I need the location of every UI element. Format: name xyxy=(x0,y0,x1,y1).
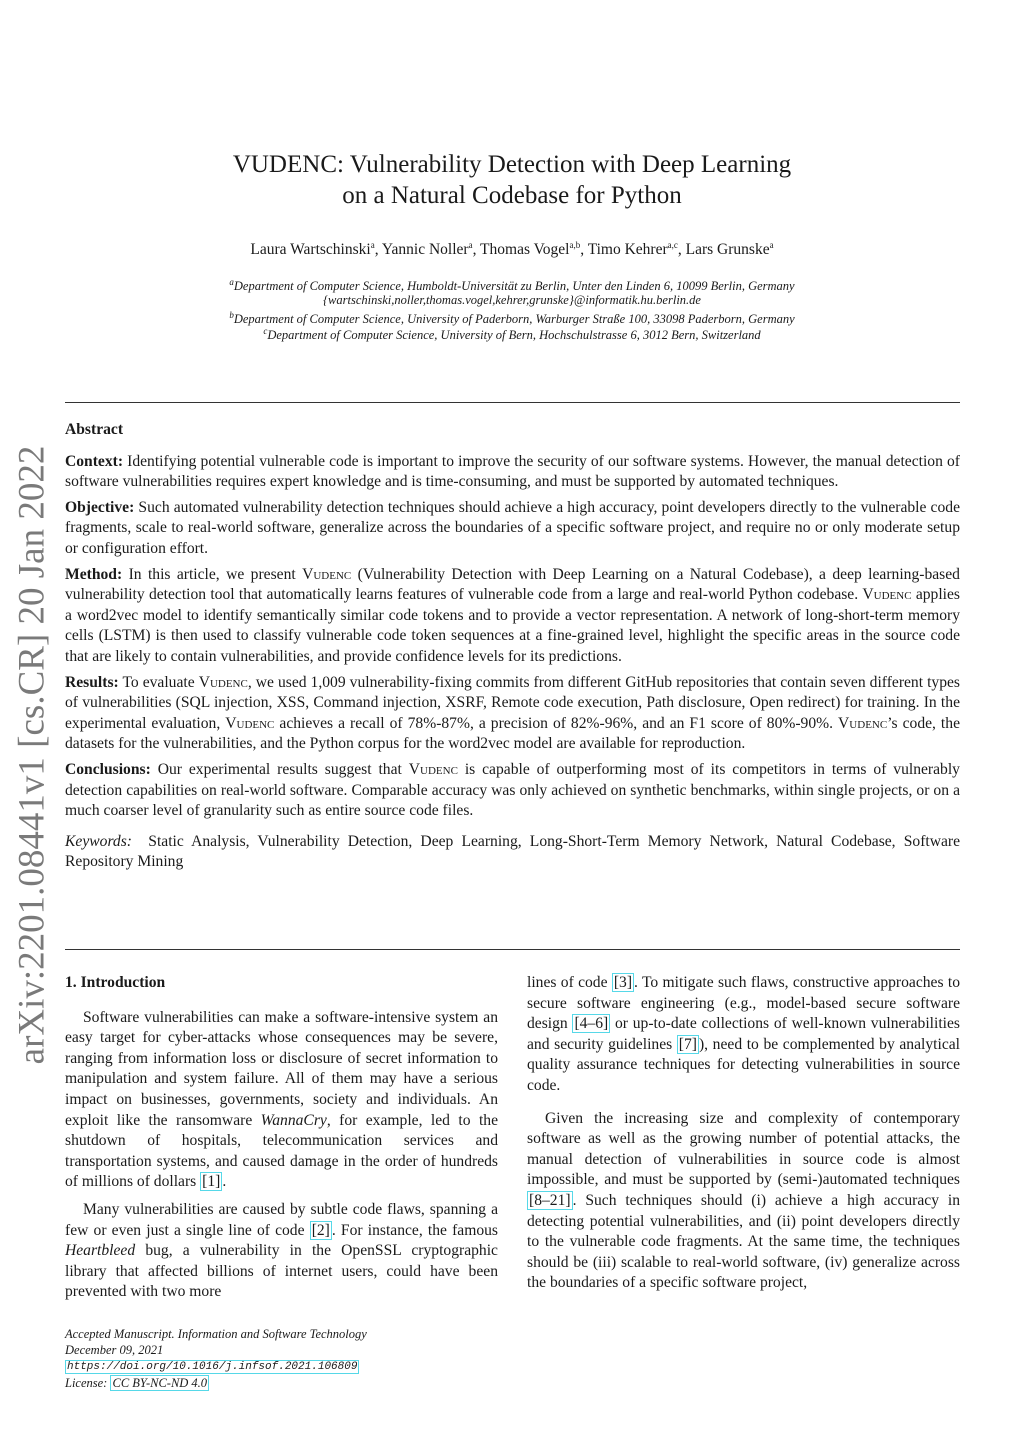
author-emails: {wartschinski,noller,thomas.vogel,kehrer,grunske}@informatik.hu.berlin.de xyxy=(323,293,701,307)
abstract-results: Results: To evaluate Vudenc, we used 1,009 vulnerability-fixing commits from different GitHub repositories that contain seven different types of vulnerabilities (SQL injection, XSS, Command injection, XSRF, Remote code execution, Path disclosure, Open redirect) for training. In the experimental evaluation, Vudenc achieves a recall of 78%-87%, a precision of 82%-96%, and an F1 score of 80%-90%. Vudenc’s code, the datasets for the vulnerabilities, and the Python corpus for the word2vec model are available for reproduction. xyxy=(65,673,960,753)
intro-paragraph-4: Given the increasing size and complexity of contemporary software as well as the growing number of potential attacks, the manual detection of vulnerabilities in source code is almost impossible, and must be supported by (semi-)automated techniques [8–21] . Such techniques should (i) achieve a high accuracy in detecting potential vulnerabilities, and (ii) point developers directly to the vulnerable code fragments. At the same time, the techniques should be (iii) scalable to real-world software, (iv) generalize across the boundaries of a specific software project, xyxy=(527,1109,960,1292)
author: Laura Wartschinski$^a$ xyxy=(250,240,375,259)
author-list: Laura Wartschinski$^a$, Yannic Noller$^a$, Thomas Vogel$^{a,b}$, Timo Kehrer$^{a,c}$, Lars Grunske$^a$ xyxy=(250,240,774,259)
affiliation-c: $^c$Department of Computer Science, University of Bern, Hochschulstrasse 6, 3012 Bern, Switzerland xyxy=(263,326,761,343)
author: Timo Kehrer$^{a,c}$ xyxy=(587,240,678,259)
abstract-objective: Objective: Such automated vulnerability detection techniques should achieve a high accuracy, point developers directly to the vulnerable code fragments, scale to real-world software, generalize across the boundaries of a specific software project, and require no or only moderate setup or configuration effort. xyxy=(65,498,960,557)
footnote-journal: Accepted Manuscript. Information and Software Technology xyxy=(65,1327,367,1341)
affiliation-a: $^a$Department of Computer Science, Humboldt-Universität zu Berlin, Unter den Linden 6, 10099 Berlin, Germany xyxy=(229,277,795,294)
footnote-license: License: CC BY-NC-ND 4.0 xyxy=(65,1375,208,1390)
intro-paragraph-2: Many vulnerabilities are caused by subtle code flaws, spanning a few or even just a single line of code [2] . For instance, the famous Heartbleed bug, a vulnerability in the OpenSSL cryptographic library that affected billions of internet users, could have been prevented with two more xyxy=(65,1200,498,1301)
paper-title-line-1: VUDENC: Vulnerability Detection with Deep Learning xyxy=(232,151,792,178)
arxiv-stamp xyxy=(4,445,60,1065)
arxiv-stamp-text: arXiv:2201.08441v1 [cs.CR] 20 Jan 2022 xyxy=(11,445,53,1065)
license-link[interactable]: CC BY-NC-ND 4.0 xyxy=(112,1375,208,1390)
abstract-context: Context: Identifying potential vulnerable code is important to improve the security of our software systems. However, the manual detection of software vulnerabilities requires expert knowledge and is time-consuming, and must be supported by automated techniques. xyxy=(65,452,960,491)
abstract xyxy=(65,420,960,878)
section-heading-introduction: 1. Introduction xyxy=(65,974,166,991)
footnote xyxy=(65,1327,505,1391)
paper-title-line-2: on a Natural Codebase for Python xyxy=(342,182,682,209)
abstract-method: Method: In this article, we present Vudenc (Vulnerability Detection with Deep Learning on a Natural Codebase), a deep learning-based vulnerability detection tool that automatically learns features of vulnerable code from a large and real-world Python codebase. Vudenc applies a word2vec model to identify semantically similar code tokens and to provide a vector representation. A network of long-short-term memory cells (LSTM) is then used to classify vulnerable code token sequences at a fine-grained level, highlight the specific areas in the source code that are likely to contain vulnerabilities, and provide confidence levels for its predictions. xyxy=(65,565,960,665)
intro-paragraph-3: lines of code [3] . To mitigate such flaws, constructive approaches to secure software engineering (e.g., model-based secure software design [4–6] or up-to-date collections of well-known vulnerabilities and security guidelines [7] ), need to be complemented by analytical quality assurance techniques for detecting vulnerabilities in source code. xyxy=(527,974,960,1094)
intro-paragraph-1: Software vulnerabilities can make a software-intensive system an easy target for cyber-attacks whose consequences may be severe, ranging from information loss or disclosure of secret information to manipulation and system failure. All of them may have a serious impact on businesses, governments, society and individuals. An exploit like the ransomware WannaCry, for example, led to the shutdown of hospitals, telecommunication services and transportation systems, and caused damage in the order of hundreds of millions of dollars [1] . xyxy=(65,1008,498,1191)
affiliation-b: $^b$Department of Computer Science, University of Paderborn, Warburger Straße 100, 33098 Paderborn, Germany xyxy=(229,310,795,327)
citation-link[interactable]: [7] xyxy=(678,1035,697,1053)
citation-link[interactable]: [3] xyxy=(613,974,633,991)
abstract-conclusions: Conclusions: Our experimental results suggest that Vudenc is capable of outperforming most of its competitors in terms of vulnerably detection capabilities on real-world software. Comparable accuracy was only achieved on synthetic benchmarks, within single projects, or on a much coarser level of granularity such as entire source code files. xyxy=(65,760,960,820)
author: Yannic Noller$^a$ xyxy=(381,240,473,259)
citation-link[interactable]: [8–21] xyxy=(529,1191,571,1209)
doi-link[interactable]: https://doi.org/10.1016/j.infsof.2021.106809 xyxy=(67,1361,358,1373)
citation-link[interactable]: [4–6] xyxy=(574,1015,609,1033)
right-column xyxy=(527,973,960,1301)
author: Lars Grunske$^a$ xyxy=(685,240,774,259)
citation-link[interactable]: [1] xyxy=(202,1173,221,1191)
rule-bottom xyxy=(65,949,960,950)
author: Thomas Vogel$^{a,b}$ xyxy=(480,240,581,259)
rule-top xyxy=(65,402,960,403)
citation-link[interactable]: [2] xyxy=(311,1221,330,1239)
left-column xyxy=(65,973,498,1310)
abstract-heading: Abstract xyxy=(65,421,124,438)
footnote-date: December 09, 2021 xyxy=(65,1342,164,1357)
keywords: Keywords: Static Analysis, Vulnerability Detection, Deep Learning, Long-Short-Term Memory Network, Natural Codebase, Software Repository Mining xyxy=(65,832,961,871)
